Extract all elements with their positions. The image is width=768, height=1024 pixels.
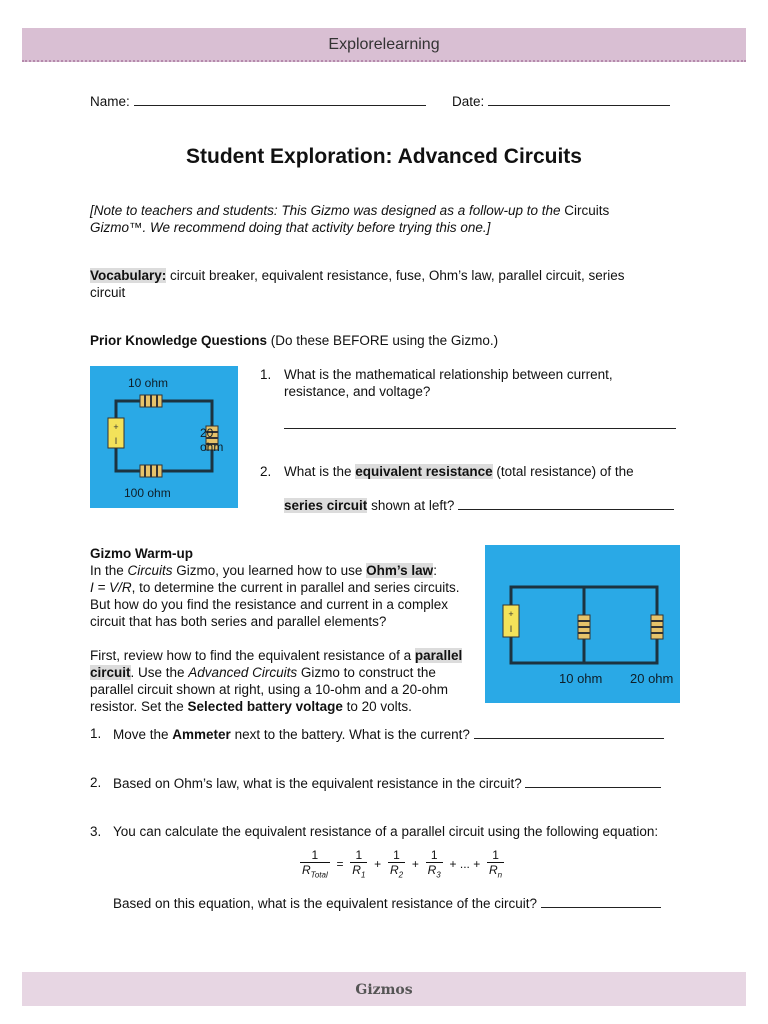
brand-logo: Explorelearning [328, 36, 440, 53]
svg-text:+: + [508, 609, 514, 619]
name-label: Name: [90, 94, 130, 109]
answer-line-1[interactable] [284, 416, 676, 429]
warmup-question-1-text: Move the Ammeter next to the battery. What is the current? [113, 726, 664, 742]
answer-line-w1[interactable] [474, 726, 664, 739]
footer-bar [22, 972, 746, 1006]
answer-line-2[interactable] [458, 497, 674, 510]
warmup-question-3-followup: Based on this equation, what is the equivalent resistance of the circuit? [113, 895, 661, 911]
prior-knowledge-heading: Prior Knowledge Questions (Do these BEFORE using the Gizmo.) [90, 333, 499, 348]
teacher-note: [Note to teachers and students: This Gizmo was designed as a follow-up to the Circuits Gizmo™. We recommend doing that activity before trying this one.] [90, 203, 610, 235]
warmup-question-1: 1. [90, 726, 102, 741]
svg-text:+: + [113, 422, 119, 432]
name-field[interactable] [90, 93, 426, 109]
vocabulary: Vocabulary: circuit breaker, equivalent resistance, fuse, Ohm’s law, parallel circuit, series circuit [90, 268, 625, 300]
header-bar [22, 28, 746, 62]
answer-line-w2[interactable] [525, 775, 661, 788]
date-label: Date: [452, 94, 485, 109]
question-2-line2: series circuit shown at left? [284, 497, 674, 513]
gizmos-logo: Gizmos [355, 982, 413, 998]
warmup-section: Gizmo Warm-up In the Circuits Gizmo, you learned how to use Ohm’s law: I = V/R, to determine the current in parallel and series circuits. But how do you find the resistance and current in a complex circuit that has both series and parallel elements? First, review how to find the equivalent resistance of a parallel circuit. Use the Advanced Circuits Gizmo to construct the parallel circuit shown at right, using a 10-ohm and a 20-ohm resistor. Set the Selected battery voltage to 20 volts. [90, 545, 475, 715]
question-2-text: What is the equivalent resistance (total resistance) of the [284, 464, 634, 479]
question-1: 1. [260, 367, 272, 382]
label-10-ohm-parallel: 10 ohm [559, 671, 603, 686]
date-field[interactable] [452, 93, 670, 109]
warmup-question-3-text: You can calculate the equivalent resistance of a parallel circuit using the following equation: [113, 824, 659, 839]
date-line[interactable] [488, 93, 670, 106]
label-ohm: ohm [200, 440, 224, 454]
label-20: 20 [200, 426, 214, 440]
warmup-heading: Gizmo Warm-up [90, 546, 193, 561]
label-20-ohm-parallel: 20 ohm [630, 671, 674, 686]
label-10-ohm: 10 ohm [128, 376, 169, 390]
series-circuit-figure [90, 366, 238, 508]
svg-text:I: I [509, 624, 513, 634]
vocabulary-label: Vocabulary: [90, 268, 167, 283]
warmup-question-2-number: 2. [90, 775, 102, 790]
page-title: Student Exploration: Advanced Circuits [186, 145, 582, 168]
question-1-text: What is the mathematical relationship between current, resistance, and voltage? [284, 367, 613, 399]
parallel-resistance-equation: $\frac{1}{R_{Total}}$ = $\frac{1}{R_1}$ + $\frac{1}{R_2}$ + $\frac{1}{R_3}$ + ... + $\frac{1}{R_n}$ [302, 848, 503, 880]
warmup-question-3-number: 3. [90, 824, 102, 839]
label-100-ohm: 100 ohm [124, 486, 171, 500]
name-line[interactable] [134, 93, 426, 106]
warmup-question-2-text: Based on Ohm’s law, what is the equivalent resistance in the circuit? [113, 775, 661, 791]
svg-text:I: I [114, 436, 118, 446]
parallel-circuit-figure [485, 545, 680, 703]
question-2-number: 2. [260, 464, 272, 479]
answer-line-w3[interactable] [541, 895, 661, 908]
